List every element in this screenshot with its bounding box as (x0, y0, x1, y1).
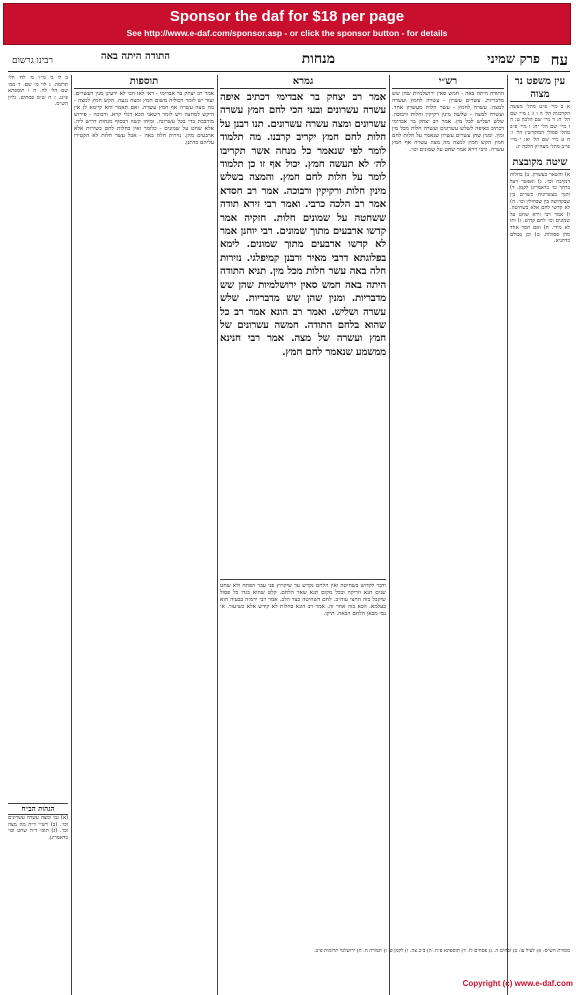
tractate-name: מנחות (301, 51, 335, 67)
shita-heading: שיטה מקובצת (510, 156, 570, 170)
hagahot-heading: הגהות הב״ח (8, 803, 68, 815)
rashi-lower-text: ודבר לקדוש בשחיטה ואין הלחם נקדש עד שיקרוץ פני עבר הפתח ולא שחט שנים תנא וזריקה ובכל מקום תנא שאר הלחם. קלט שהוא בגדו כל פסול שיקבל בזה החצי עוה״ב. לחם דשחיטה כצד הלב. אמר רבי ירמיה בבעיה הוא בעלמא. הכא בזה אחר זה. אמר רב הונא בחלות לא קידש אלא כשיעור. אי נמי מכאן הלחם הבאה. תיקו. (220, 583, 386, 617)
footnote-strip: מסורת הש״ס: א) לעיל עו: ב) זבחים ה. ג) פסחים לז. ד) תוספתא פ״ח. ה) ב״ב צה. ו) לקמן פ. ז) תמורה ח. ח) ירושלמי תרומות פ״ב. (314, 948, 570, 954)
left-margin-text: ב לו ב׳ מ״ז׳ מ׳ לח׳ הל׳ תרומה. ג לוי מ׳ שם. ד ממ׳ שם הל׳ לה. ה ו תוספתא פ״ט. ז ח ש״ס פסחים. גליון הש״ס. (8, 75, 68, 108)
column-divider (71, 75, 72, 995)
chapter-name: פרק שמיני (487, 52, 540, 67)
ein-mishpat-text: א ב מיי׳ פ״ט מהל׳ מעשה הקרבנות הל׳ ה ו ז: ג מיי׳ שם הל׳ ח: ד מיי׳ שם הלכה ט: ה ו מיי׳ שם הל׳ יח: ז מיי׳ פ״ב מהל׳ פסולי המוקדשין הל׳ ו: ח ט מיי׳ שם הל׳ יא: י מיי׳ פי״ב מהל׳ מעה״ק הלכה יג: (510, 104, 570, 150)
tosafot-text: אמר רב יצחק בר אבדימי - דאי לאו הכי לא ידעינן מנין דעשרים. ועוד יש לומר דכוליה משום חמץ ומצה נגעה. הקש חמץ למצה - מה מצה עשרה אף חמץ עשרה. ואם תאמר והא קיימא לן אין היקש למחצה ויש לומר דשאני הכא דגלי קרא. ורבוכה - פירוש מורבכת כדי בכל עשרונה. ומיהו קשה דבסוף מנחות דריש ליה. אלא שחט על שמונים - כלומר ואין בחלות לחם כשירות אלא ארבעים מהן. נזירות חלה באה - אבל עשר חלות לא הקטירו עליהם כדתנן. (74, 91, 214, 146)
header-rule (8, 71, 570, 72)
gemara-column (220, 75, 386, 575)
chapter-title: התודה היתה באה (100, 51, 170, 62)
ein-mishpat-heading: עין משפט נר מצוה (510, 75, 570, 102)
rabbeinu-gershom-heading: רבינו גרשום (12, 56, 53, 66)
hagahot-column (8, 815, 68, 993)
rashi-column (392, 75, 504, 995)
gemara-text: אמר רב יצחק בר אבדימי דכתיב איפה עשרה עשרונים ובעי הכי לחם חמץ עשרה עשרונים ומצה עשרה עשרונים. תנו רבנן על חלות לחם חמץ יקריב קרבנו. מה תלמוד לומר לפי שנאמר כל מנחה אשר תקריבו לה׳ לא תעשה חמץ. יכול אף זו כן תלמוד לומר על חלות לחם חמץ. והמצה בשלש מינין חלות ורקיקין ורבוכה. אמר רב חסדא אמר רב הלכה כרבי. ואמר רבי זירא תודה ששחטה על שמונים חלות. חזקיה אמר קדשו ארבעים מתוך שמונים. רבי יוחנן אמר לא קדשו ארבעים מתוך שמונים. לימא בפלוגתא דרבי מאיר ורבנן קמיפלגי. נזירות חלה באה עשר חלות מכל מין. תניא התודה היתה באה חמש סאין ירושלמיות שהן שש מדבריות. ומנין שהן שש מדבריות. שלש עשרה ושליש. ואמר רב הונא אמר רב כל שהוא בלחם התודה. חמשה עשרונים של חמץ ועשרה של מצה. אמר רבי חנינא ממשמע שנאמר לחם חמץ. (220, 91, 386, 358)
talmud-page (8, 49, 570, 974)
column-divider (217, 75, 218, 995)
left-margin-column (8, 75, 68, 795)
tosafot-heading: תוספות (74, 75, 214, 89)
rashi-lower-column (220, 583, 386, 995)
sponsor-subtitle: See http://www.e-daf.com/sponsor.asp - or click the sponsor button - for details (126, 28, 448, 38)
shita-text: א) והשאר בעשרון. ב) בחלות דנקיבה וכו׳. ג) ואפשר דעל כרחך כו׳ כדאמרינן לקמן. ד) והנך בעשרונות כשרים בין שבקדושה בין שבחולין וכו׳. ה) לא קדשי לחם אלא בשחיטה. ו) אמר רבי זירא שחט על שמונים וכו׳ לחם קדוש. ז) ותו לא מידי. ח) ואם חסר אחד מהן פסולות. ט) וכן בכולם כדתניא. (510, 172, 570, 245)
folio-number: עח (550, 51, 568, 69)
sponsor-title[interactable]: Sponsor the daf for $18 per page (169, 8, 405, 25)
copyright-notice[interactable]: Copyright (c) www.e-daf.com (462, 979, 573, 988)
page-header (8, 49, 570, 71)
rashi-text: התודה היתה באה - חמש סאין ירושלמיות שהן שש מדבריות. עשרים עשרון - עשרה לחמץ ועשרה למצה. עשרה לחמץ - עשר חלות מעשרון אחד. ועשרה למצה - שלשה מינין רקיקין וחלות ורבוכה. שלש ושליש לכל מין. אמר רב יצחק בר אבדימי דכתיב כאיפה לשלש עשרונים ועשרה חלות מכל מין ומין. ומנין שהן עשרים עשרון שנאמר על חלות לחם חמץ הקש חמץ למצה מה מצה עשרה אף חמץ עשרה. ורבי זירא אמר שחט על שמונים וכו׳. (392, 91, 504, 153)
gemara-heading: גמרא (220, 75, 386, 89)
tosafot-column (74, 75, 214, 995)
gemara-bottom-rule (220, 579, 386, 580)
hagahot-text: (א) גמ׳ ומצה עשרה עשרונים וכו׳. (ב) רש״י ד״ה מה מצה וכו׳. (ג) תוס׳ ד״ה שחט וכו׳ כדאמרינן. (8, 815, 68, 841)
rashi-heading: רש״י (392, 75, 504, 89)
ein-mishpat-column (510, 75, 570, 995)
column-divider (507, 75, 508, 995)
sponsor-banner[interactable] (3, 3, 571, 45)
column-divider (389, 75, 390, 995)
